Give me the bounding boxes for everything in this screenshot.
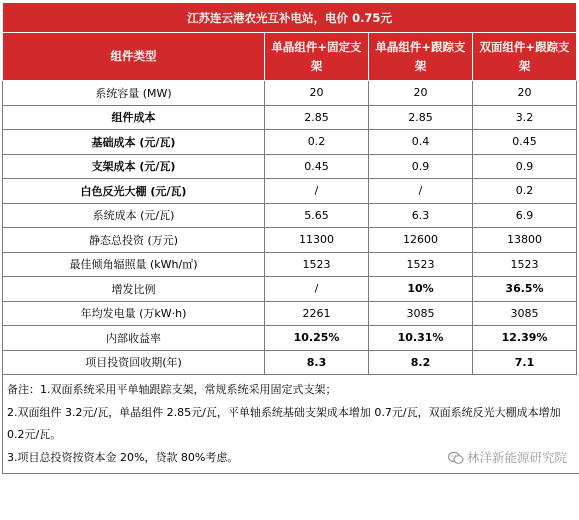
table-row [3,252,577,277]
row-value: 1523 [369,252,473,277]
row-value: 7.1 [473,350,577,375]
row-value: 1523 [473,252,577,277]
note-line-1: 备注：1.双面系统采用平单轴跟踪支架，常规系统采用固定式支架； [7,383,337,396]
row-label: 组件成本 [3,105,265,130]
note-line-2: 2.双面组件 3.2元/瓦，单晶组件 2.85元/瓦，平单轴系统基础支架成本增加 0.7元/瓦，双面系统反光大棚成本增加 0.2元/瓦。 [7,405,561,441]
row-value: 5.65 [265,203,369,228]
table-row [3,301,577,326]
row-value: 13800 [473,228,577,253]
row-label: 支架成本 (元/瓦) [3,154,265,179]
header-mono-fixed: 单晶组件+固定支架 [265,33,369,81]
table-row [3,350,577,375]
table-row [3,130,577,155]
table-row [3,81,577,106]
row-value: 20 [265,81,369,106]
row-label: 年均发电量 (万kW·h) [3,301,265,326]
row-value: 0.2 [473,179,577,204]
table-title: 江苏连云港农光互补电站，电价 0.75元 [3,3,577,33]
row-label: 系统成本 (元/瓦) [3,203,265,228]
row-value: 2261 [265,301,369,326]
row-value: 6.9 [473,203,577,228]
table-row [3,154,577,179]
row-value: / [265,277,369,302]
row-label: 系统容量 (MW) [3,81,265,106]
row-value: 0.9 [369,154,473,179]
row-label: 最佳倾角辐照量 (kWh/㎡) [3,252,265,277]
row-value: 12.39% [473,326,577,351]
table-row [3,105,577,130]
row-value: 0.4 [369,130,473,155]
row-label: 静态总投资 (万元) [3,228,265,253]
row-value: 3085 [473,301,577,326]
row-value: 10% [369,277,473,302]
row-value: 2.85 [369,105,473,130]
row-value: 8.2 [369,350,473,375]
row-value: 10.25% [265,326,369,351]
row-label: 增发比例 [3,277,265,302]
row-value: 36.5% [473,277,577,302]
row-value: 12600 [369,228,473,253]
row-value: 0.45 [473,130,577,155]
wechat-icon [448,451,464,465]
watermark-text: 林洋新能源研究院 [466,449,567,465]
row-value: / [369,179,473,204]
header-row [3,33,577,81]
row-label: 白色反光大棚 (元/瓦) [3,179,265,204]
watermark [448,447,567,470]
row-label: 项目投资回收期(年) [3,350,265,375]
header-component-type: 组件类型 [3,33,265,81]
row-value: 10.31% [369,326,473,351]
row-value: 3085 [369,301,473,326]
row-value: 20 [369,81,473,106]
row-value: / [265,179,369,204]
table-row [3,277,577,302]
notes-section [2,375,579,474]
row-value: 3.2 [473,105,577,130]
table-body [3,81,577,375]
row-value: 0.2 [265,130,369,155]
row-label: 基础成本 (元/瓦) [3,130,265,155]
row-value: 0.45 [265,154,369,179]
table-row [3,228,577,253]
table-title-row [3,3,577,33]
comparison-table-container [2,2,576,474]
pv-comparison-table [2,2,577,375]
row-value: 0.9 [473,154,577,179]
table-row [3,179,577,204]
row-value: 20 [473,81,577,106]
header-mono-tracking: 单晶组件+跟踪支架 [369,33,473,81]
header-bifacial-tracking: 双面组件+跟踪支架 [473,33,577,81]
row-label: 内部收益率 [3,326,265,351]
table-row [3,326,577,351]
note-line-3: 3.项目总投资按资本金 20%，贷款 80%考虑。 [7,450,239,464]
row-value: 11300 [265,228,369,253]
row-value: 2.85 [265,105,369,130]
row-value: 6.3 [369,203,473,228]
row-value: 1523 [265,252,369,277]
table-row [3,203,577,228]
row-value: 8.3 [265,350,369,375]
